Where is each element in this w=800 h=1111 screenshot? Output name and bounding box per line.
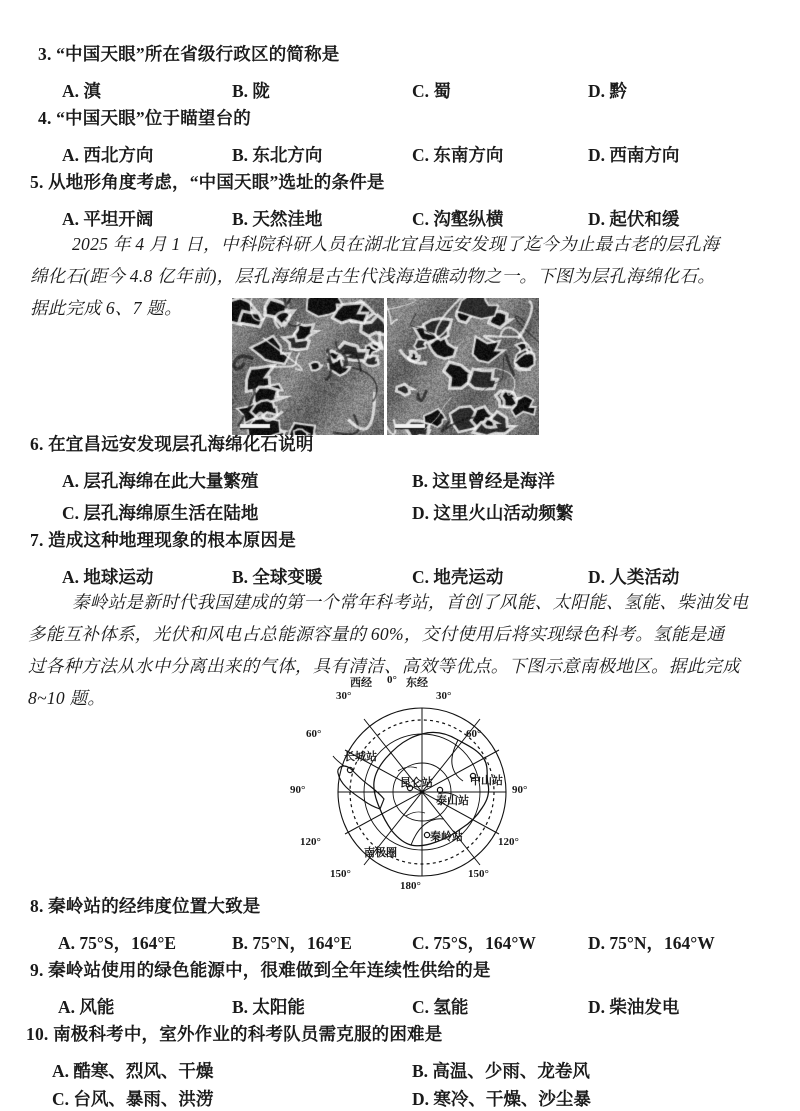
passage-qinling-line-2: 多能互补体系，光伏和风电占总能源容量的 60%，交付使用后将实现绿色科考。氢能是通 <box>28 624 725 644</box>
map-station-label-changcheng: 长城站 <box>344 751 377 763</box>
question-8-option-a[interactable]: A. 75°S，164°E <box>58 933 177 953</box>
map-longitude-30e: 30° <box>436 690 452 702</box>
passage-stromatoporoid-line-3: 据此完成 6、7 题。 <box>30 298 183 318</box>
question-5-option-a[interactable]: A. 平坦开阔 <box>62 209 154 229</box>
question-3-option-c[interactable]: C. 蜀 <box>412 81 451 101</box>
question-7-option-b[interactable]: B. 全球变暖 <box>232 567 323 587</box>
question-6-option-b[interactable]: B. 这里曾经是海洋 <box>412 471 555 491</box>
question-6-number: 6. <box>30 434 44 454</box>
question-7-stem <box>30 532 296 550</box>
question-9-option-d[interactable]: D. 柴油发电 <box>588 997 680 1017</box>
question-7-number: 7. <box>30 530 44 550</box>
question-10-option-b[interactable]: B. 高温、少雨、龙卷风 <box>412 1061 590 1081</box>
question-5-option-d[interactable]: D. 起伏和缓 <box>588 209 680 229</box>
question-3-option-d[interactable]: D. 黔 <box>588 81 627 101</box>
map-longitude-120w: 120° <box>300 836 321 848</box>
question-7-option-d[interactable]: D. 人类活动 <box>588 567 680 587</box>
map-label-west-longitude: 西经 <box>350 677 372 689</box>
map-station-label-qinling: 秦岭站 <box>430 831 463 843</box>
map-station-label-taishan: 泰山站 <box>436 795 469 807</box>
question-8-number: 8. <box>30 896 44 916</box>
question-4-option-c[interactable]: C. 东南方向 <box>412 145 504 165</box>
question-3-text: “中国天眼”所在省级行政区的简称是 <box>56 44 340 64</box>
map-longitude-150e: 150° <box>468 868 489 880</box>
question-8-stem <box>30 898 261 916</box>
question-10-option-c[interactable]: C. 台风、暴雨、洪涝 <box>52 1089 214 1109</box>
question-8-option-d[interactable]: D. 75°N，164°W <box>588 933 715 953</box>
question-4-text: “中国天眼”位于瞄望台的 <box>56 108 252 128</box>
passage-stromatoporoid-line-2: 绵化石(距今 4.8 亿年前)，层孔海绵是古生代浅海造礁动物之一。下图为层孔海绵化石。 <box>30 266 716 286</box>
question-6-option-a[interactable]: A. 层孔海绵在此大量繁殖 <box>62 471 259 491</box>
question-8-option-b[interactable]: B. 75°N，164°E <box>232 933 352 953</box>
question-9-stem <box>30 962 491 980</box>
question-7-text: 造成这种地理现象的根本原因是 <box>48 530 296 550</box>
question-4-option-a[interactable]: A. 西北方向 <box>62 145 154 165</box>
question-3-number: 3. <box>38 44 52 64</box>
map-longitude-90w: 90° <box>290 784 306 796</box>
question-6-option-c[interactable]: C. 层孔海绵原生活在陆地 <box>62 503 259 523</box>
question-9-number: 9. <box>30 960 44 980</box>
question-4-number: 4. <box>38 108 52 128</box>
map-label-zero-meridian: 0° <box>387 674 397 686</box>
question-8-text: 秦岭站的经纬度位置大致是 <box>48 896 261 916</box>
fossil-photo-left <box>232 298 384 435</box>
map-label-antarctic-circle: 南极圈 <box>364 847 397 859</box>
map-station-label-kunlun: 昆仑站 <box>400 777 433 789</box>
question-4-option-b[interactable]: B. 东北方向 <box>232 145 323 165</box>
question-5-text: 从地形角度考虑，“中国天眼”选址的条件是 <box>48 172 385 192</box>
question-10-number: 10. <box>26 1024 49 1044</box>
map-longitude-150w: 150° <box>330 868 351 880</box>
map-label-east-longitude: 东经 <box>406 677 428 689</box>
antarctic-map-figure <box>288 676 556 894</box>
question-5-number: 5. <box>30 172 44 192</box>
passage-stromatoporoid-line-1: 2025 年 4 月 1 日，中科院科研人员在湖北宜昌远安发现了迄今为止最古老的层孔海 <box>72 234 720 254</box>
question-9-option-b[interactable]: B. 太阳能 <box>232 997 305 1017</box>
question-6-text: 在宜昌远安发现层孔海绵化石说明 <box>48 434 314 454</box>
question-4-stem <box>38 110 251 128</box>
passage-qinling-line-3: 过各种方法从水中分离出来的气体，具有清洁、高效等优点。下图示意南极地区。据此完成 <box>28 656 740 676</box>
question-5-stem <box>30 174 385 192</box>
question-5-option-c[interactable]: C. 沟壑纵横 <box>412 209 504 229</box>
question-10-text: 南极科考中，室外作业的科考队员需克服的困难是 <box>53 1024 443 1044</box>
question-9-text: 秦岭站使用的绿色能源中，很难做到全年连续性供给的是 <box>48 960 491 980</box>
map-longitude-180: 180° <box>400 880 421 892</box>
question-9-option-a[interactable]: A. 风能 <box>58 997 115 1017</box>
passage-qinling-line-1: 秦岭站是新时代我国建成的第一个常年科考站，首创了风能、太阳能、氢能、柴油发电 <box>72 592 749 612</box>
station-marker-qinling <box>424 832 429 837</box>
map-longitude-30w: 30° <box>336 690 352 702</box>
map-longitude-90e: 90° <box>512 784 528 796</box>
question-3-option-b[interactable]: B. 陇 <box>232 81 270 101</box>
question-7-option-c[interactable]: C. 地壳运动 <box>412 567 504 587</box>
question-6-stem <box>30 436 314 454</box>
fossil-photo-group <box>232 298 539 435</box>
map-station-label-zhongshan: 中山站 <box>470 775 503 787</box>
question-9-option-c[interactable]: C. 氢能 <box>412 997 469 1017</box>
question-4-option-d[interactable]: D. 西南方向 <box>588 145 680 165</box>
question-8-option-c[interactable]: C. 75°S，164°W <box>412 933 536 953</box>
question-10-option-a[interactable]: A. 酷寒、烈风、干燥 <box>52 1061 214 1081</box>
question-5-option-b[interactable]: B. 天然洼地 <box>232 209 323 229</box>
fossil-photo-right <box>387 298 539 435</box>
question-10-option-d[interactable]: D. 寒冷、干燥、沙尘暴 <box>412 1089 591 1109</box>
question-3-option-a[interactable]: A. 滇 <box>62 81 101 101</box>
question-7-option-a[interactable]: A. 地球运动 <box>62 567 154 587</box>
question-10-stem <box>26 1026 442 1044</box>
peninsula-tip <box>333 756 344 766</box>
map-longitude-120e: 120° <box>498 836 519 848</box>
question-3-stem <box>38 46 340 64</box>
map-longitude-60w: 60° <box>306 728 322 740</box>
passage-qinling-line-4: 8~10 题。 <box>28 688 106 708</box>
question-6-option-d[interactable]: D. 这里火山活动频繁 <box>412 503 574 523</box>
map-longitude-60e: 60° <box>466 728 482 740</box>
